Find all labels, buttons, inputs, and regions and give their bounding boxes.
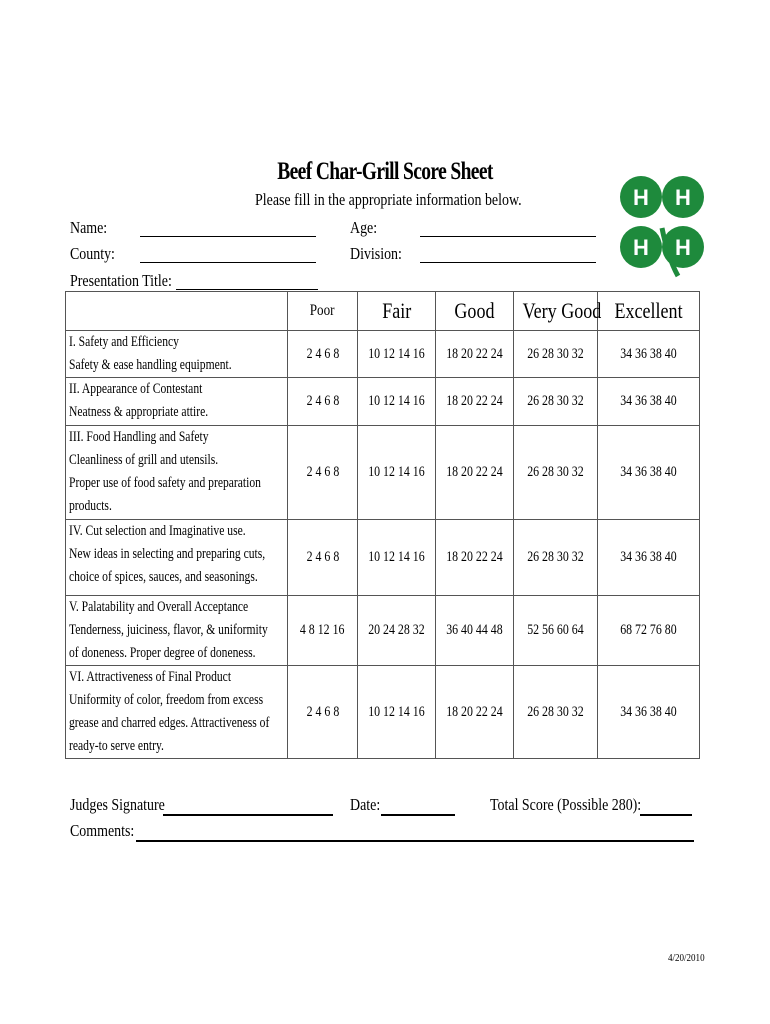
score-values: 52 56 60 64	[527, 622, 584, 638]
score-cell[interactable]	[514, 378, 598, 426]
score-cell[interactable]	[514, 426, 598, 520]
date-field[interactable]	[381, 814, 455, 816]
score-values: 20 24 28 32	[368, 622, 425, 638]
score-cell[interactable]	[358, 331, 436, 378]
score-cell[interactable]	[358, 666, 436, 759]
clover-leaf	[620, 176, 662, 218]
score-values: 4 8 12 16	[300, 622, 345, 638]
score-values: 10 12 14 16	[368, 464, 425, 480]
clover-leaf	[662, 176, 704, 218]
clover-letter: H	[633, 235, 649, 260]
score-cell[interactable]	[358, 378, 436, 426]
score-values: 26 28 30 32	[527, 345, 584, 362]
score-cell[interactable]	[436, 520, 514, 596]
score-cell[interactable]	[288, 520, 358, 596]
criterion-line: I. Safety and Efficiency	[69, 334, 179, 350]
clover-letter: H	[675, 185, 691, 210]
page-title: Beef Char-Grill Score Sheet	[277, 158, 493, 185]
criterion-line: New ideas in selecting and preparing cuts,	[69, 546, 266, 562]
criterion-line: grease and charred edges. Attractiveness of	[69, 715, 270, 731]
criterion-cell	[66, 331, 288, 378]
score-cell[interactable]	[288, 596, 358, 666]
clover-letter: H	[675, 235, 691, 260]
table-header-row	[66, 292, 700, 331]
table-row	[66, 378, 700, 426]
score-values: 2 4 6 8	[306, 464, 339, 480]
instructions-text: Please fill in the appropriate information below.	[255, 190, 522, 209]
presentation-title-label: Presentation Title:	[70, 271, 172, 290]
header-poor: Poor	[288, 292, 358, 331]
score-table	[65, 291, 700, 759]
criterion-cell	[66, 520, 288, 596]
criterion-line: IV. Cut selection and Imaginative use.	[69, 523, 246, 539]
score-values: 36 40 44 48	[446, 622, 503, 638]
score-cell[interactable]	[514, 331, 598, 378]
criterion-line: III. Food Handling and Safety	[69, 429, 209, 445]
county-label: County:	[70, 244, 115, 263]
score-values: 34 36 38 40	[620, 393, 677, 409]
total-score-label: Total Score (Possible 280):	[490, 795, 642, 814]
score-values: 10 12 14 16	[368, 393, 425, 409]
criterion-cell	[66, 426, 288, 520]
age-field[interactable]	[420, 236, 596, 237]
county-field[interactable]	[140, 262, 316, 263]
score-values: 10 12 14 16	[368, 549, 425, 565]
criterion-cell	[66, 666, 288, 759]
comments-label: Comments:	[70, 821, 135, 840]
name-label: Name:	[70, 218, 108, 237]
score-cell[interactable]	[436, 596, 514, 666]
criterion-cell	[66, 596, 288, 666]
score-values: 68 72 76 80	[620, 622, 677, 638]
score-cell[interactable]	[598, 520, 700, 596]
score-values: 10 12 14 16	[368, 703, 425, 720]
criterion-cell	[66, 378, 288, 426]
presentation-title-field[interactable]	[176, 289, 318, 290]
score-cell[interactable]	[514, 520, 598, 596]
clover-leaf	[662, 226, 704, 268]
criteria-header	[66, 292, 288, 331]
date-label: Date:	[350, 795, 381, 814]
score-values: 2 4 6 8	[306, 345, 339, 362]
criterion-line: Cleanliness of grill and utensils.	[69, 452, 219, 468]
score-values: 26 28 30 32	[527, 549, 584, 565]
score-values: 18 20 22 24	[446, 345, 503, 362]
score-cell[interactable]	[598, 596, 700, 666]
comments-field[interactable]	[136, 840, 694, 842]
clover-leaf	[620, 226, 662, 268]
total-score-field[interactable]	[640, 814, 692, 816]
table-row	[66, 520, 700, 596]
criterion-line: Safety & ease handling equipment.	[69, 357, 232, 373]
score-values: 26 28 30 32	[527, 393, 584, 409]
score-values: 26 28 30 32	[527, 464, 584, 480]
clover-letter: H	[633, 185, 649, 210]
score-cell[interactable]	[358, 426, 436, 520]
division-label: Division:	[350, 244, 402, 263]
score-cell[interactable]	[288, 378, 358, 426]
score-values: 2 4 6 8	[306, 393, 339, 409]
score-values: 34 36 38 40	[620, 464, 677, 480]
score-values: 26 28 30 32	[527, 703, 584, 720]
criterion-line: VI. Attractiveness of Final Product	[69, 669, 232, 685]
score-cell[interactable]	[436, 331, 514, 378]
score-values: 2 4 6 8	[306, 549, 339, 565]
score-values: 34 36 38 40	[620, 703, 677, 720]
score-cell[interactable]	[288, 426, 358, 520]
score-values: 18 20 22 24	[446, 464, 503, 480]
age-label: Age:	[350, 218, 378, 237]
score-cell[interactable]	[436, 378, 514, 426]
criterion-line: products.	[69, 498, 112, 514]
score-cell[interactable]	[598, 378, 700, 426]
score-values: 18 20 22 24	[446, 703, 503, 720]
header-fair: Fair	[358, 292, 436, 331]
criterion-line: of doneness. Proper degree of doneness.	[69, 645, 256, 661]
header-very-good: Very Good	[514, 292, 598, 331]
score-cell[interactable]	[436, 666, 514, 759]
criterion-line: V. Palatability and Overall Acceptance	[69, 599, 249, 615]
table-row	[66, 666, 700, 759]
score-cell[interactable]	[598, 331, 700, 378]
header-good: Good	[436, 292, 514, 331]
criterion-line: Uniformity of color, freedom from excess	[69, 692, 264, 708]
score-cell[interactable]	[358, 596, 436, 666]
table-row	[66, 596, 700, 666]
division-field[interactable]	[420, 262, 596, 263]
print-date: 4/20/2010	[668, 952, 705, 964]
judges-signature-field[interactable]	[163, 814, 333, 816]
score-cell[interactable]	[436, 426, 514, 520]
criterion-line: Proper use of food safety and preparation	[69, 475, 261, 491]
criterion-line: Neatness & appropriate attire.	[69, 404, 209, 420]
score-values: 34 36 38 40	[620, 549, 677, 565]
score-cell[interactable]	[288, 666, 358, 759]
name-field[interactable]	[140, 236, 316, 237]
score-values: 2 4 6 8	[306, 703, 339, 720]
criterion-line: II. Appearance of Contestant	[69, 381, 203, 397]
score-cell[interactable]	[514, 666, 598, 759]
header-excellent: Excellent	[598, 292, 700, 331]
table-row	[66, 426, 700, 520]
score-cell[interactable]	[358, 520, 436, 596]
criterion-line: ready-to serve entry.	[69, 738, 164, 754]
score-values: 18 20 22 24	[446, 549, 503, 565]
score-values: 34 36 38 40	[620, 345, 677, 362]
criterion-line: choice of spices, sauces, and seasonings.	[69, 569, 258, 585]
judges-signature-label: Judges Signature	[70, 795, 165, 814]
four-h-clover-icon	[620, 158, 705, 288]
score-cell[interactable]	[288, 331, 358, 378]
table-row	[66, 331, 700, 378]
score-values: 10 12 14 16	[368, 345, 425, 362]
score-cell[interactable]	[598, 426, 700, 520]
criterion-line: Tenderness, juiciness, flavor, & uniformity	[69, 622, 268, 638]
score-values: 18 20 22 24	[446, 393, 503, 409]
score-cell[interactable]	[514, 596, 598, 666]
score-cell[interactable]	[598, 666, 700, 759]
